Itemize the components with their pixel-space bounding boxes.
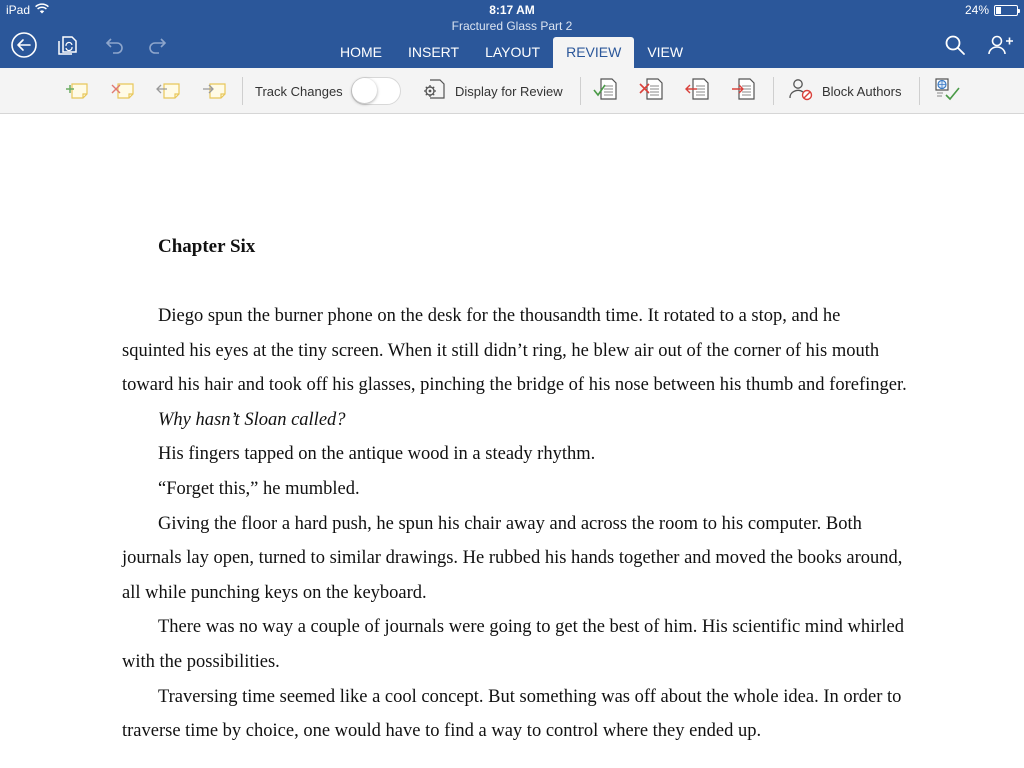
status-time: 8:17 AM bbox=[489, 3, 535, 17]
previous-comment-button[interactable] bbox=[155, 76, 183, 106]
block-authors-icon bbox=[788, 76, 814, 107]
paragraph: His fingers tapped on the antique wood in a steady rhythm. bbox=[158, 444, 596, 465]
redo-icon bbox=[146, 33, 170, 57]
accept-change-icon bbox=[592, 76, 620, 107]
track-changes-label: Track Changes bbox=[255, 83, 343, 99]
accept-change-button[interactable] bbox=[592, 76, 620, 106]
delete-comment-button[interactable] bbox=[109, 76, 137, 106]
tab-insert[interactable]: INSERT bbox=[408, 44, 460, 60]
previous-change-icon bbox=[684, 76, 712, 107]
paragraph-list bbox=[122, 299, 907, 749]
next-comment-icon bbox=[201, 77, 229, 106]
display-for-review-button[interactable] bbox=[421, 76, 563, 106]
paragraph: Giving the floor a hard push, he spun his chair away and across the room to his computer. Both journals lay open, turned to similar drawings. He rubbed his hands together and moved the books around, all while punching keys on the keyboard. bbox=[122, 513, 903, 603]
ribbon-divider bbox=[919, 77, 920, 105]
block-authors-label: Block Authors bbox=[822, 83, 902, 99]
undo-icon bbox=[102, 33, 126, 57]
back-arrow-circle-icon bbox=[10, 31, 38, 59]
new-comment-button[interactable] bbox=[63, 76, 91, 106]
ribbon-divider bbox=[773, 77, 774, 105]
language-proofing-button[interactable] bbox=[933, 76, 961, 106]
undo-button[interactable] bbox=[99, 30, 129, 60]
ribbon-divider bbox=[580, 77, 581, 105]
battery-fill bbox=[996, 7, 1001, 14]
battery-percent: 24% bbox=[964, 3, 989, 17]
tab-home[interactable]: HOME bbox=[340, 44, 382, 60]
gear-document-icon bbox=[421, 77, 447, 106]
new-comment-icon bbox=[63, 77, 91, 106]
device-name: iPad bbox=[6, 3, 31, 17]
next-comment-button[interactable] bbox=[201, 76, 229, 106]
next-change-icon bbox=[730, 76, 758, 107]
document-canvas[interactable] bbox=[0, 114, 1024, 768]
toggle-knob bbox=[352, 78, 377, 103]
paragraph: Traversing time seemed like a cool concept. But something was off about the whole idea. In order to traverse time by choice, one would have to find a way to control where they ended up. bbox=[122, 686, 902, 742]
display-for-review-label: Display for Review bbox=[455, 83, 563, 99]
file-sync-button[interactable] bbox=[53, 30, 83, 60]
battery-icon bbox=[994, 5, 1018, 16]
tab-view[interactable]: VIEW bbox=[647, 44, 684, 60]
app-header bbox=[0, 0, 1024, 68]
paragraph: There was no way a couple of journals were going to get the best of him. His scientific mind whirled with the possibilities. bbox=[122, 617, 904, 672]
tab-review[interactable]: REVIEW bbox=[553, 37, 634, 68]
track-changes-toggle[interactable] bbox=[351, 77, 401, 105]
next-change-button[interactable] bbox=[730, 76, 758, 106]
previous-comment-icon bbox=[155, 77, 183, 106]
paragraph: Diego spun the burner phone on the desk for the thousandth time. It rotated to a stop, and he squinted his eyes at the tiny screen. When it still didn’t ring, he blew air out of the corner of his mouth toward his hair and took off his glasses, pinching the bridge of his nose between his thumb and forefinger. bbox=[122, 306, 907, 396]
block-authors-button[interactable] bbox=[788, 76, 902, 106]
ribbon-divider bbox=[242, 77, 243, 105]
review-ribbon bbox=[0, 68, 1024, 114]
delete-comment-icon bbox=[109, 77, 137, 106]
reject-change-button[interactable] bbox=[638, 76, 666, 106]
search-icon bbox=[943, 33, 967, 57]
ribbon-tabs bbox=[327, 37, 696, 68]
language-check-icon bbox=[933, 76, 961, 107]
chapter-heading: Chapter Six bbox=[158, 236, 256, 257]
share-button[interactable] bbox=[985, 30, 1015, 60]
back-button[interactable] bbox=[9, 30, 39, 60]
track-changes-control[interactable] bbox=[255, 76, 401, 106]
document-sync-icon bbox=[55, 32, 81, 58]
previous-change-button[interactable] bbox=[684, 76, 712, 106]
paragraph: “Forget this,” he mumbled. bbox=[158, 478, 360, 499]
tab-layout[interactable]: LAYOUT bbox=[485, 44, 541, 60]
document-title: Fractured Glass Part 2 bbox=[451, 19, 573, 33]
reject-change-icon bbox=[638, 76, 666, 107]
search-button[interactable] bbox=[940, 30, 970, 60]
redo-button[interactable] bbox=[143, 30, 173, 60]
status-bar-right bbox=[965, 3, 1018, 17]
add-person-icon bbox=[986, 32, 1014, 58]
paragraph-italic-thought: Why hasn’t Sloan called? bbox=[158, 409, 346, 430]
